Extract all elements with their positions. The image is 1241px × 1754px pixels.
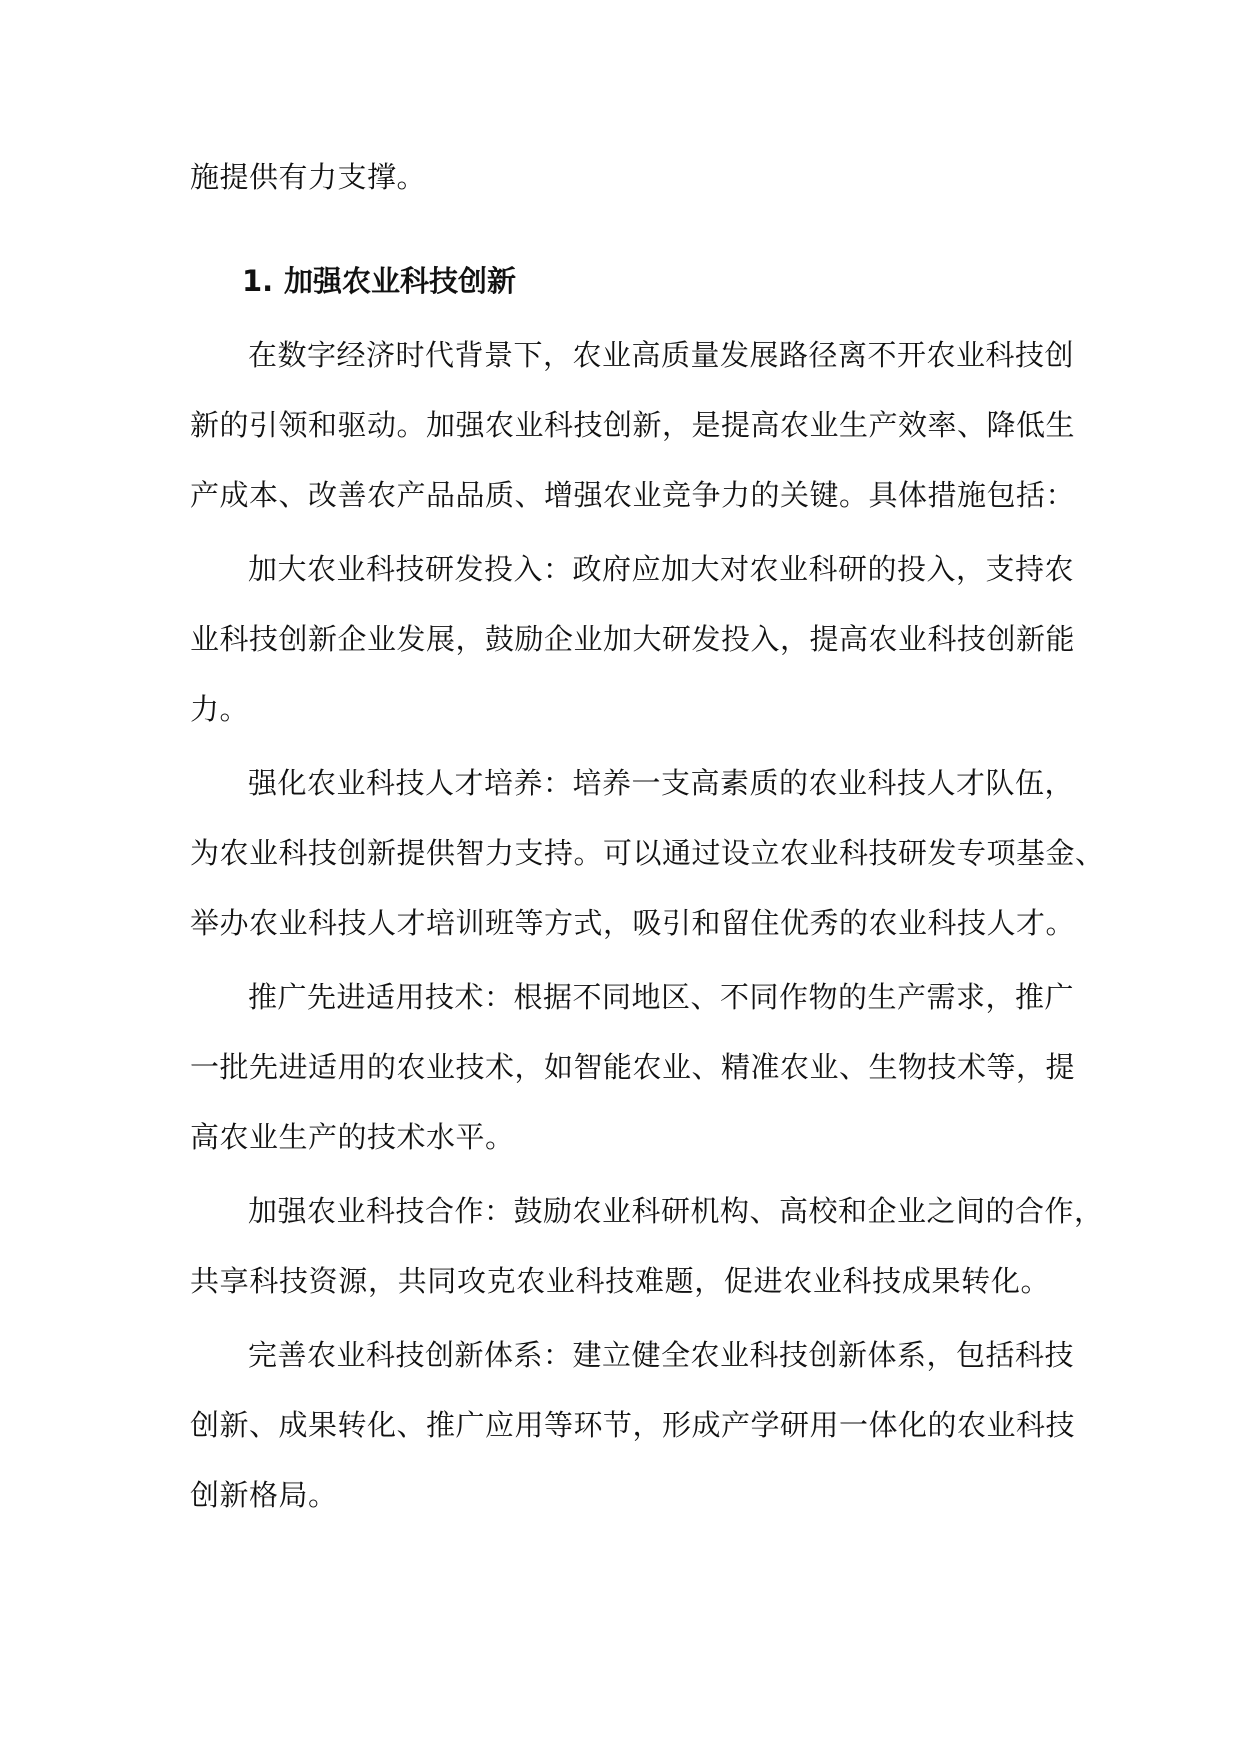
paragraph-line: 为农业科技创新提供智力支持。可以通过设立农业科技研发专项基金、 bbox=[190, 836, 1105, 870]
paragraph-line: 创新、成果转化、推广应用等环节，形成产学研用一体化的农业科技 bbox=[190, 1408, 1076, 1442]
paragraph-2 bbox=[190, 534, 1076, 744]
section-title: 加强农业科技创新 bbox=[284, 264, 517, 298]
section-number: 1. bbox=[242, 264, 274, 298]
paragraph-1 bbox=[190, 320, 1076, 530]
paragraph-line: 共享科技资源，共同攻克农业科技难题，促进农业科技成果转化。 bbox=[190, 1264, 1050, 1298]
paragraph-line: 产成本、改善农产品品质、增强农业竞争力的关键。具体措施包括： bbox=[190, 478, 1076, 512]
paragraph-5 bbox=[190, 1176, 1104, 1316]
paragraph-3 bbox=[190, 748, 1105, 958]
paragraph-line: 强化农业科技人才培养：培养一支高素质的农业科技人才队伍， bbox=[248, 766, 1075, 800]
paragraph-line: 加强农业科技合作：鼓励农业科研机构、高校和企业之间的合作， bbox=[248, 1194, 1104, 1228]
paragraph-line: 举办农业科技人才培训班等方式，吸引和留住优秀的农业科技人才。 bbox=[190, 906, 1076, 940]
paragraph-line: 完善农业科技创新体系：建立健全农业科技创新体系，包括科技 bbox=[248, 1338, 1075, 1372]
paragraph-line: 力。 bbox=[190, 692, 250, 726]
paragraph-line: 一批先进适用的农业技术，如智能农业、精准农业、生物技术等，提 bbox=[190, 1050, 1076, 1084]
document-page bbox=[190, 142, 1105, 1530]
paragraph-line: 加大农业科技研发投入：政府应加大对农业科研的投入，支持农 bbox=[248, 552, 1075, 586]
paragraph-line: 创新格局。 bbox=[190, 1478, 338, 1512]
paragraph-6 bbox=[190, 1320, 1076, 1530]
paragraph-line: 在数字经济时代背景下，农业高质量发展路径离不开农业科技创 bbox=[248, 338, 1075, 372]
paragraph-line: 新的引领和驱动。加强农业科技创新，是提高农业生产效率、降低生 bbox=[190, 408, 1076, 442]
paragraph-line: 高农业生产的技术水平。 bbox=[190, 1120, 515, 1154]
paragraph-line: 业科技创新企业发展，鼓励企业加大研发投入，提高农业科技创新能 bbox=[190, 622, 1076, 656]
intro-tail-line: 施提供有力支撑。 bbox=[190, 160, 427, 194]
paragraph-4 bbox=[190, 962, 1076, 1172]
paragraph-line: 推广先进适用技术：根据不同地区、不同作物的生产需求，推广 bbox=[248, 980, 1075, 1014]
section-heading bbox=[190, 246, 1050, 316]
